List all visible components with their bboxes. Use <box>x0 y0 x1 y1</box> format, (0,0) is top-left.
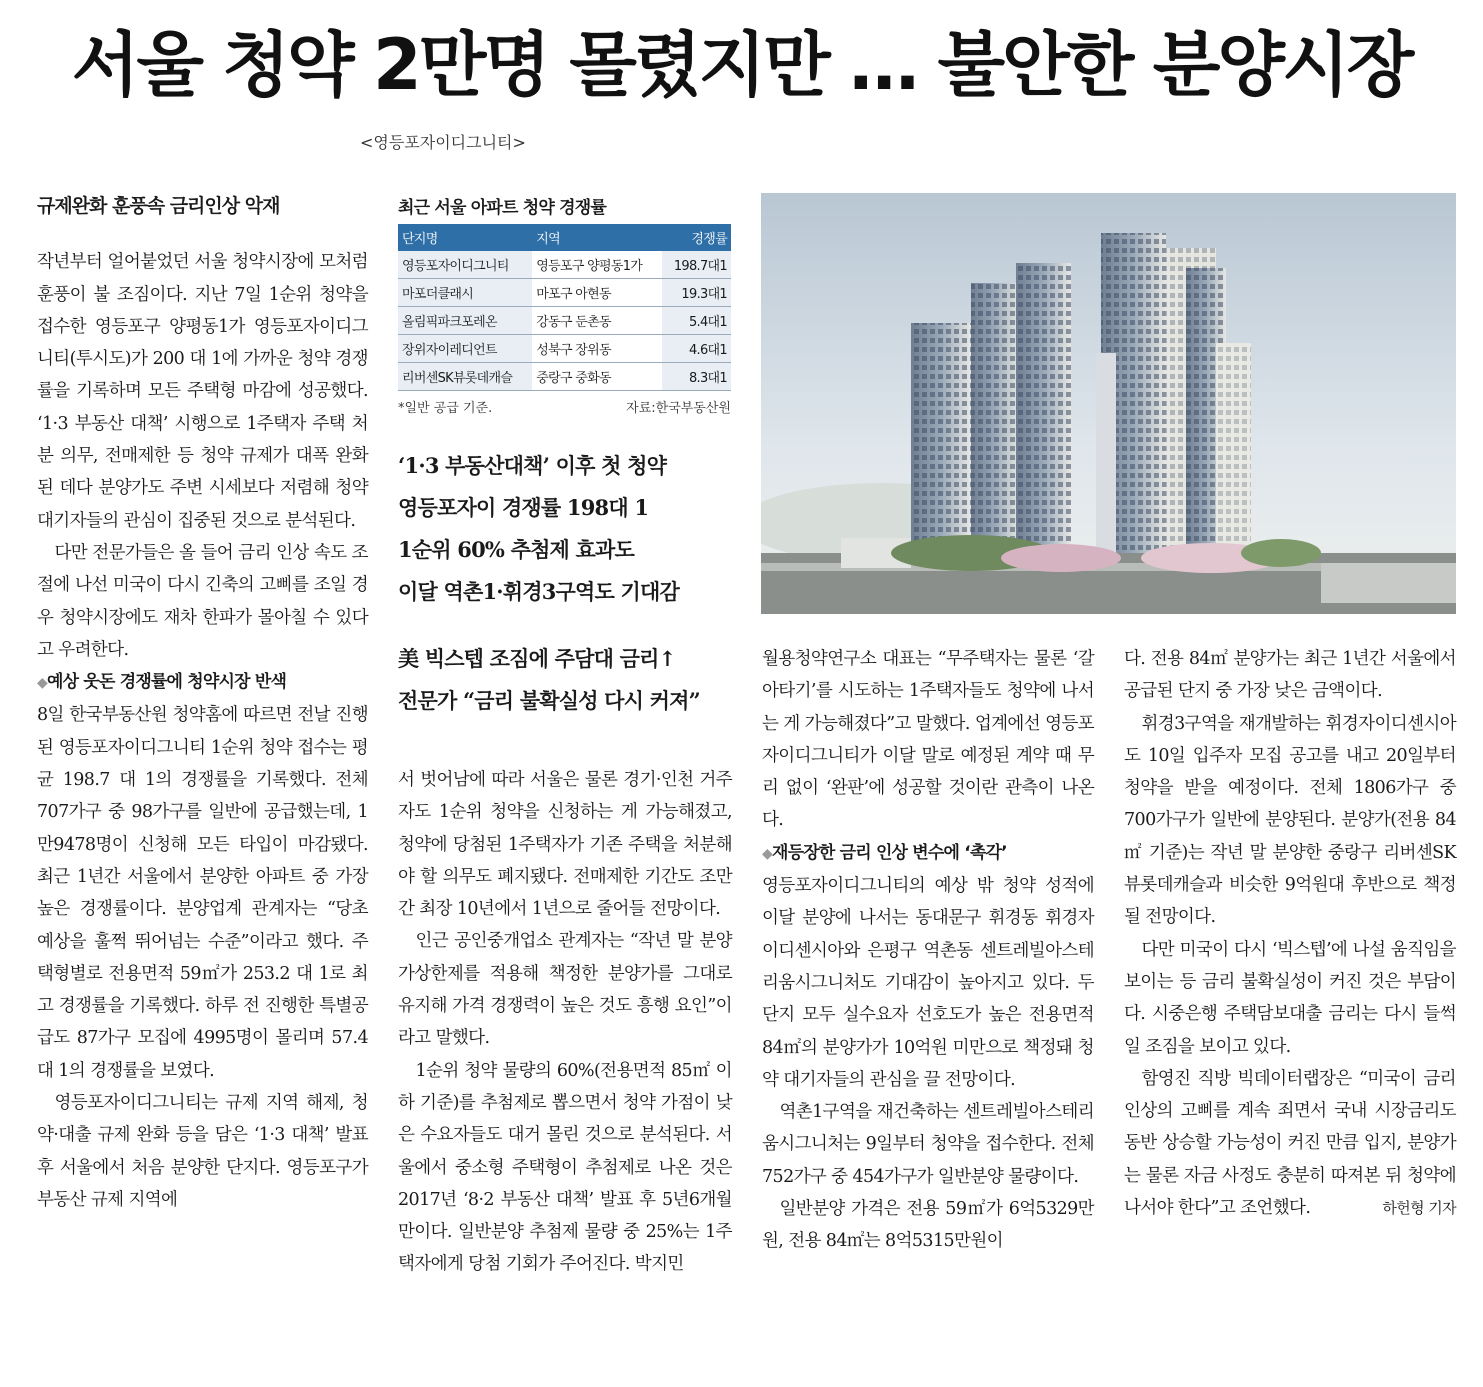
paragraph: 작년부터 얼어붙었던 서울 청약시장에 모처럼 훈풍이 불 조짐이다. 지난 7일 1순위 청약을 접수한 영등포구 양평동1가 영등포자이디그니티(투시도)가 200 대 1에 가까운 청약 경쟁률을 기록하며 모든 주택형 마감에 성공했다. ‘1·3 부동산 대책’ 시행으로 1주택자 주택 처분 의무, 전매제한 등 청약 규제가 대폭 완화된 데다 분양가도 주변 시세보다 저렴해 청약 대기자들의 관심이 집중된 것으로 분석된다. <box>37 252 368 531</box>
paragraph: 8일 한국부동산원 청약홈에 따르면 전날 진행된 영등포자이디그니티 1순위 청약 접수는 평균 198.7 대 1의 경쟁률을 기록했다. 전체 707가구 중 98가구를 일반에 공급했는데, 1만9478명이 신청해 모든 타입이 마감됐다. 최근 1년간 서울에서 분양한 아파트 중 가장 높은 경쟁률이다. 분양업계 관계자는 “당초 예상을 훌쩍 뛰어넘는 수준”이라고 했다. 주택형별로 전용면적 59㎡가 253.2 대 1로 최고 경쟁률을 기록했다. 하루 전 진행한 특별공급도 87가구 모집에 4995명이 몰리며 57.4 대 1의 경쟁률을 보였다. <box>37 705 368 1081</box>
building-photo <box>761 193 1456 614</box>
cell-region: 영등포구 양평동1가 <box>532 251 661 279</box>
table-row <box>398 335 731 363</box>
paragraph: 1순위 청약 물량의 60%(전용면적 85㎡ 이하 기준)를 추첨제로 뽑으면서 청약 가점이 낮은 수요자들도 대거 몰린 것으로 분석된다. 서울에서 중소형 주택형이 추첨제로 나온 것은 2017년 ‘8·2 부동산 대책’ 발표 후 5년6개월 만이다. 일반분양 추첨제 물량 중 25%는 1주택자에게 당첨 기회가 주어진다. 박지민 <box>398 1060 732 1275</box>
diamond-icon: ◆ <box>762 845 772 862</box>
cell-name: 장위자이레디언트 <box>398 335 532 363</box>
cell-name: 마포더클래시 <box>398 279 532 307</box>
table-row <box>398 279 731 307</box>
paragraph: 영등포자이디그니티는 규제 지역 해제, 청약·대출 규제 완화 등을 담은 ‘1·3 대책’ 발표 후 서울에서 처음 분양한 단지다. 영등포구가 부동산 규제 지역에 <box>37 1093 368 1210</box>
deck-line: 美 빅스텝 조짐에 주담대 금리↑ <box>398 646 676 671</box>
headline: 서울 청약 2만명 몰렸지만 … 불안한 분양시장 <box>71 24 1412 106</box>
cell-name: 리버센SK뷰롯데캐슬 <box>398 363 532 391</box>
paragraph: 인근 공인중개업소 관계자는 “작년 말 분양가상한제를 적용해 책정한 분양가를 그대로 유지해 가격 경쟁력이 높은 것도 흥행 요인”이라고 말했다. <box>398 931 732 1049</box>
table-row <box>398 307 731 335</box>
table-footnote <box>398 397 731 416</box>
deck-line: 영등포자이 경쟁률 198대 1 <box>398 495 649 520</box>
table-row <box>398 251 731 279</box>
paragraph: 휘경3구역을 재개발하는 휘경자이디센시아도 10일 입주자 모집 공고를 내고 20일부터 청약을 받을 예정이다. 전체 1806가구 중 700가구가 일반에 분양된다. 분양가(전용 84㎡ 기준)는 작년 말 분양한 중랑구 리버센SK뷰롯데캐슬과 비슷한 9억원대 후반으로 책정될 전망이다. <box>1124 713 1456 928</box>
article-column-4 <box>1124 643 1456 1224</box>
subheading: ◆재등장한 금리 인상 변수에 ‘촉각’ <box>762 842 1007 863</box>
deck-headline-2 <box>398 638 733 722</box>
column-header: 경쟁률 <box>662 224 731 251</box>
apartment-rendering-image <box>761 193 1456 614</box>
deck-line: 이달 역촌1·휘경3구역도 기대감 <box>398 579 679 604</box>
section-subtitle: 규제완화 훈풍속 금리인상 악재 <box>37 195 280 217</box>
paragraph: 역촌1구역을 재건축하는 센트레빌아스테리움시그니처는 9일부터 청약을 접수한다. 전체 752가구 중 454가구가 일반분양 물량이다. <box>762 1102 1094 1187</box>
paragraph: 영등포자이디그니티의 예상 밖 청약 성적에 이달 분양에 나서는 동대문구 휘경동 휘경자이디센시아와 은평구 역촌동 센트레빌아스테리움시그니처도 기대감이 높아지고 있다. 두 단지 모두 실수요자 선호도가 높은 전용면적 84㎡의 분양가가 10억원 미만으로 책정돼 청약 대기자들의 관심을 끌 전망이다. <box>762 876 1094 1090</box>
table-note: *일반 공급 기준. <box>398 401 493 416</box>
cell-region: 성북구 장위동 <box>532 335 661 363</box>
cell-rate: 8.3대1 <box>662 363 731 391</box>
deck-headline-1 <box>398 445 733 613</box>
competition-table <box>398 224 731 391</box>
cell-region: 강동구 둔촌동 <box>532 307 661 335</box>
paragraph: 월용청약연구소 대표는 “무주택자는 물론 ‘갈아타기’를 시도하는 1주택자들도 청약에 나서는 게 가능해졌다”고 말했다. 업계에선 영등포자이디그니티가 이달 말로 예정된 계약 때 무리 없이 ‘완판’에 성공할 것이란 관측이 나온다. <box>762 649 1094 831</box>
cell-region: 중랑구 중화동 <box>532 363 661 391</box>
article-column-1 <box>37 190 368 1216</box>
paragraph: 다만 미국이 다시 ‘빅스텝’에 나설 움직임을 보이는 등 금리 불확실성이 커진 것은 부담이다. 시중은행 주택담보대출 금리는 다시 들썩일 조짐을 보이고 있다. <box>1124 939 1456 1057</box>
paragraph: 서 벗어남에 따라 서울은 물론 경기·인천 거주자도 1순위 청약을 신청하는 게 가능해졌고, 청약에 당첨된 1주택자가 기존 주택을 처분해야 할 의무도 폐지됐다. 전매제한 기간도 조만간 최장 10년에서 1년으로 줄어들 전망이다. <box>398 770 732 920</box>
cell-region: 마포구 아현동 <box>532 279 661 307</box>
deck-line: ‘1·3 부동산대책’ 이후 첫 청약 <box>398 453 667 478</box>
subheading: ◆예상 웃돈 경쟁률에 청약시장 반색 <box>37 672 287 693</box>
paragraph: 다만 전문가들은 올 들어 금리 인상 속도 조절에 나선 미국이 다시 긴축의 고삐를 조일 경우 청약시장에도 재차 한파가 몰아칠 수 있다고 우려한다. <box>37 542 368 660</box>
byline: 하헌형 기자 <box>1382 1199 1456 1218</box>
column-header: 단지명 <box>398 224 532 251</box>
table-row <box>398 363 731 391</box>
cell-rate: 198.7대1 <box>662 251 731 279</box>
diamond-icon: ◆ <box>37 675 47 692</box>
cell-rate: 4.6대1 <box>662 335 731 363</box>
cell-rate: 19.3대1 <box>662 279 731 307</box>
paragraph: 함영진 직방 빅데이터랩장은 “미국이 금리 인상의 고삐를 계속 죄면서 국내 시장금리도 동반 상승할 가능성이 커진 만큼 입지, 분양가는 물론 자금 사정도 충분히 따져본 뒤 청약에 나서야 한다”고 조언했다. 하헌형 기자 <box>1124 1063 1456 1224</box>
deck-line: 전문가 “금리 불확실성 다시 커져” <box>398 688 700 713</box>
paragraph: 다. 전용 84㎡ 분양가는 최근 1년간 서울에서 공급된 단지 중 가장 낮은 금액이다. <box>1124 649 1456 702</box>
table-title: 최근 서울 아파트 청약 경쟁률 <box>398 198 606 218</box>
table-source: 자료:한국부동산원 <box>626 401 731 416</box>
article-column-2 <box>398 764 732 1281</box>
cell-rate: 5.4대1 <box>662 307 731 335</box>
cell-name: 영등포자이디그니티 <box>398 251 532 279</box>
deck-line: 1순위 60% 추첨제 효과도 <box>398 537 635 562</box>
paragraph: 일반분양 가격은 전용 59㎡가 6억5329만원, 전용 84㎡는 8억5315만원이 <box>762 1199 1094 1252</box>
photo-caption: <영등포자이디그니티> <box>360 133 526 152</box>
article-column-3 <box>762 643 1094 1258</box>
column-header: 지역 <box>532 224 661 251</box>
table-header-row <box>398 224 731 251</box>
cell-name: 올림픽파크포레온 <box>398 307 532 335</box>
